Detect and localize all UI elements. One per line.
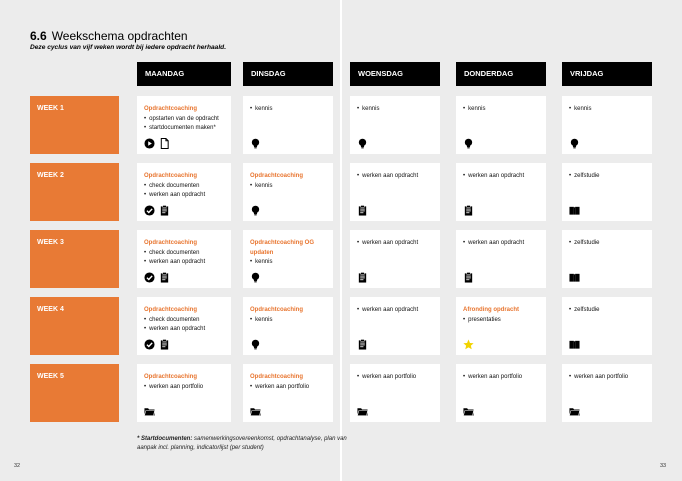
schedule-cell <box>456 230 546 288</box>
week-label-4: WEEK 4 <box>30 297 119 355</box>
week-label-2: WEEK 2 <box>30 163 119 221</box>
document-icon <box>159 138 170 149</box>
clipboard-icon <box>463 205 474 216</box>
cell-heading: Opdrachtcoaching <box>144 106 198 112</box>
lightbulb-icon <box>357 138 368 149</box>
star-icon <box>463 339 474 350</box>
clipboard-icon <box>159 339 170 350</box>
play-icon <box>144 138 155 149</box>
cell-item: • werken aan portfolio <box>250 383 327 393</box>
schedule-cell <box>137 297 231 355</box>
lightbulb-icon <box>250 339 261 350</box>
schedule-cell <box>456 364 546 422</box>
cell-icons <box>250 205 261 216</box>
cell-icons <box>144 272 170 283</box>
folder-icon <box>250 406 261 417</box>
schedule-cell <box>350 297 440 355</box>
cell-icons <box>144 138 170 149</box>
cell-item: • werken aan portfolio <box>144 383 225 393</box>
cell-icons <box>463 272 474 283</box>
section-number: 6.6 <box>30 29 47 43</box>
cell-icons <box>144 406 155 417</box>
cell-heading: Opdrachtcoaching <box>250 307 304 313</box>
cell-item: • werken aan opdracht <box>357 306 434 316</box>
lightbulb-icon <box>250 138 261 149</box>
clipboard-icon <box>357 339 368 350</box>
cell-icons <box>569 205 580 216</box>
page-number-right: 33 <box>660 463 667 469</box>
folder-icon <box>569 406 580 417</box>
cell-item: • check documenten <box>144 182 225 192</box>
cell-icons <box>250 339 261 350</box>
cell-item: • check documenten <box>144 249 225 259</box>
cell-icons <box>569 138 580 149</box>
check-icon <box>144 272 155 283</box>
day-header-vrijdag: VRIJDAG <box>562 62 652 86</box>
cell-icons <box>357 205 368 216</box>
cell-icons <box>569 272 580 283</box>
schedule-cell <box>456 163 546 221</box>
clipboard-icon <box>159 272 170 283</box>
cell-item: • zelfstudie <box>569 306 646 316</box>
book-icon <box>569 272 580 283</box>
week-label-1: WEEK 1 <box>30 96 119 154</box>
cell-icons <box>357 138 368 149</box>
cell-heading: Afronding opdracht <box>463 307 519 313</box>
footnote-label: * Startdocumenten: <box>137 436 193 442</box>
cell-icons <box>463 138 474 149</box>
cell-item: • werken aan opdracht <box>144 258 225 268</box>
cell-heading: Opdrachtcoaching <box>144 240 198 246</box>
schedule-cell <box>456 96 546 154</box>
schedule-cell <box>562 96 652 154</box>
schedule-cell <box>562 163 652 221</box>
schedule-cell <box>137 230 231 288</box>
cell-item: • presentaties <box>463 316 540 326</box>
cell-heading: Opdrachtcoaching <box>144 173 198 179</box>
clipboard-icon <box>357 272 368 283</box>
cell-icons <box>357 272 368 283</box>
cell-item: • zelfstudie <box>569 172 646 182</box>
cell-item: • kennis <box>250 258 327 268</box>
week-label-5: WEEK 5 <box>30 364 119 422</box>
folder-icon <box>463 406 474 417</box>
folder-icon <box>144 406 155 417</box>
cell-item: • werken aan opdracht <box>144 191 225 201</box>
footnote-text: samenwerkingsovereenkomst, opdrachtanalyse, plan van aanpak incl. planning, indicatorlijst (per student) <box>137 436 347 451</box>
schedule-cell <box>243 297 333 355</box>
cell-item: • werken aan opdracht <box>463 172 540 182</box>
check-icon <box>144 205 155 216</box>
lightbulb-icon <box>250 205 261 216</box>
cell-heading: Opdrachtcoaching <box>144 374 198 380</box>
clipboard-icon <box>463 272 474 283</box>
cell-heading: Opdrachtcoaching <box>144 307 198 313</box>
cell-icons <box>144 339 170 350</box>
schedule-cell <box>350 364 440 422</box>
cell-item: • kennis <box>357 105 434 115</box>
schedule-cell <box>350 163 440 221</box>
week-label-3: WEEK 3 <box>30 230 119 288</box>
cell-heading: Opdrachtcoaching <box>250 374 304 380</box>
schedule-cell <box>243 364 333 422</box>
schedule-cell <box>137 163 231 221</box>
schedule-cell <box>137 364 231 422</box>
page-title <box>30 29 188 43</box>
schedule-cell <box>562 230 652 288</box>
cell-item: • kennis <box>569 105 646 115</box>
clipboard-icon <box>159 205 170 216</box>
day-header-donderdag: DONDERDAG <box>456 62 546 86</box>
cell-icons <box>463 406 474 417</box>
cell-icons <box>250 272 261 283</box>
cell-icons <box>463 339 474 350</box>
day-header-woensdag: WOENSDAG <box>350 62 440 86</box>
section-title: Weekschema opdrachten <box>51 29 188 43</box>
folder-icon <box>357 406 368 417</box>
schedule-cell <box>137 96 231 154</box>
schedule-cell <box>562 364 652 422</box>
lightbulb-icon <box>569 138 580 149</box>
cell-icons <box>250 138 261 149</box>
cell-icons <box>357 339 368 350</box>
book-icon <box>569 339 580 350</box>
schedule-cell <box>456 297 546 355</box>
cell-item: • werken aan opdracht <box>463 239 540 249</box>
check-icon <box>144 339 155 350</box>
cell-item: • kennis <box>250 105 327 115</box>
clipboard-icon <box>357 205 368 216</box>
cell-item: • werken aan portfolio <box>569 373 646 383</box>
book-icon <box>569 205 580 216</box>
schedule-cell <box>562 297 652 355</box>
page-spine <box>340 0 342 481</box>
cell-item: • kennis <box>463 105 540 115</box>
cell-heading: Opdrachtcoaching OG updaten <box>250 240 315 256</box>
day-header-dinsdag: DINSDAG <box>243 62 333 86</box>
cell-item: • check documenten <box>144 316 225 326</box>
cell-item: • zelfstudie <box>569 239 646 249</box>
cell-icons <box>569 339 580 350</box>
footnote <box>137 435 357 453</box>
page-subtitle: Deze cyclus van vijf weken wordt bij iedere opdracht herhaald. <box>30 44 227 51</box>
schedule-cell <box>243 163 333 221</box>
cell-icons <box>144 205 170 216</box>
cell-icons <box>463 205 474 216</box>
page-number-left: 32 <box>14 463 21 469</box>
cell-icons <box>250 406 261 417</box>
cell-item: • kennis <box>250 182 327 192</box>
day-header-maandag: MAANDAG <box>137 62 231 86</box>
lightbulb-icon <box>463 138 474 149</box>
cell-item: • werken aan portfolio <box>357 373 434 383</box>
cell-item: • kennis <box>250 316 327 326</box>
schedule-cell <box>243 96 333 154</box>
cell-item: • startdocumenten maken* <box>144 124 225 134</box>
cell-heading: Opdrachtcoaching <box>250 173 304 179</box>
cell-item: • werken aan opdracht <box>357 172 434 182</box>
cell-icons <box>357 406 368 417</box>
cell-icons <box>569 406 580 417</box>
cell-item: • werken aan portfolio <box>463 373 540 383</box>
cell-item: • opstarten van de opdracht <box>144 115 225 125</box>
cell-item: • werken aan opdracht <box>144 325 225 335</box>
schedule-cell <box>350 96 440 154</box>
lightbulb-icon <box>250 272 261 283</box>
cell-item: • werken aan opdracht <box>357 239 434 249</box>
schedule-cell <box>350 230 440 288</box>
schedule-cell <box>243 230 333 288</box>
